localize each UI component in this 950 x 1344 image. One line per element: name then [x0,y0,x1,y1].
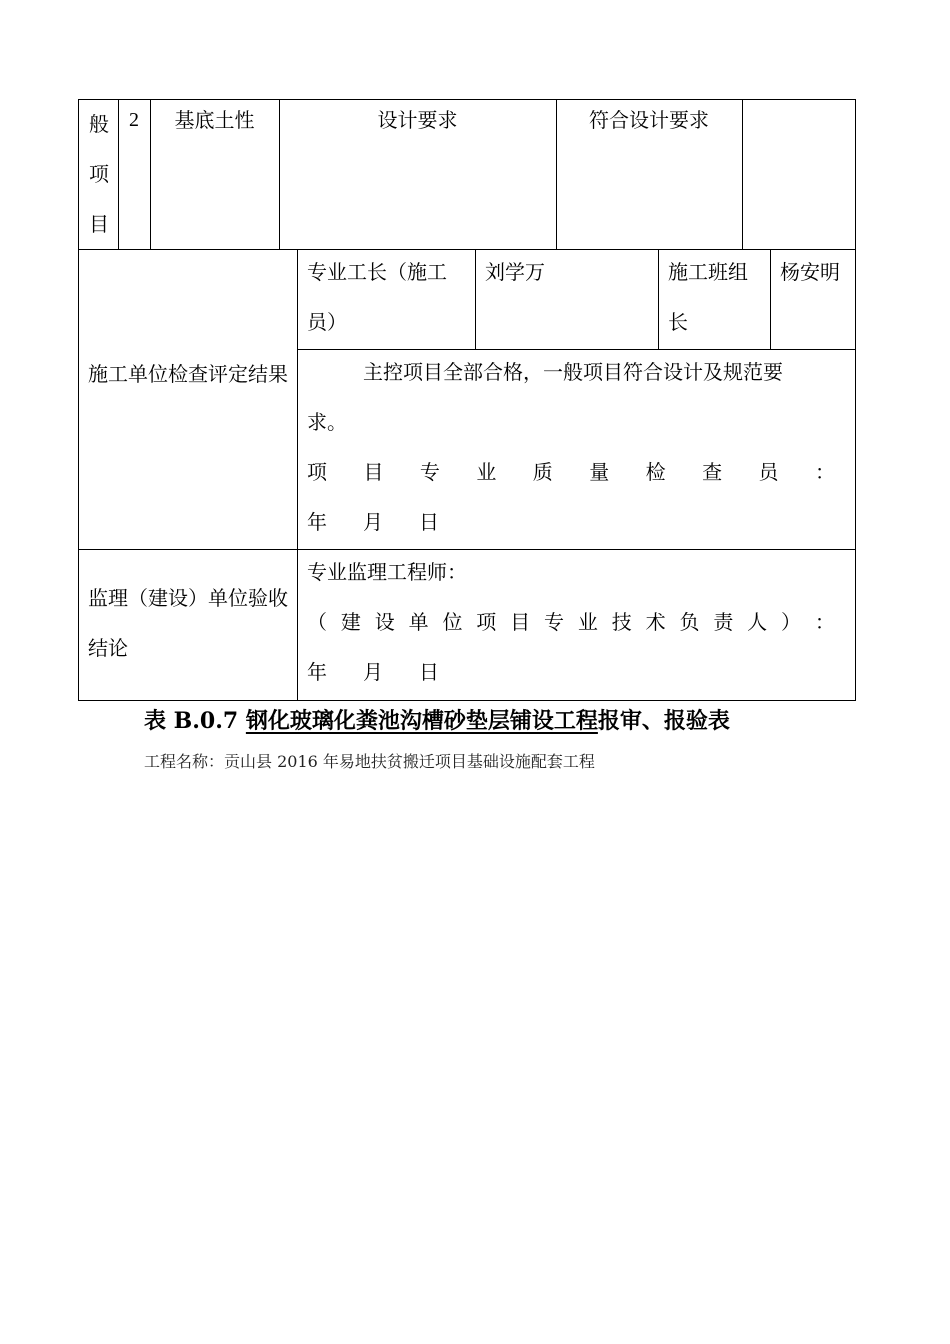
quality-inspector-line: 项 目 专 业 质 量 检 查 员 ： [307,460,835,484]
construction-conclusion [307,347,837,447]
col-divider [658,249,659,349]
construction-unit-label: 施工单位检查评定结果 [88,362,288,386]
col-divider [770,249,771,349]
item-name: 基底土性 [174,108,255,132]
check-result: 符合设计要求 [589,108,709,132]
project-name: 工程名称：贡山县 2016 年易地扶贫搬迁项目基础设施配套工程 [144,752,595,771]
col-divider [297,249,298,701]
foreman-name: 刘学万 [485,260,545,284]
form-title-project: 钢化玻璃化粪池沟槽砂垫层铺设工程 [245,708,598,734]
supervision-unit-label: 监理（建设）单位验收结论 [88,586,288,660]
category-char: 目 [89,212,109,236]
form-title [144,704,730,738]
category-cell [80,99,118,249]
team-leader-name: 杨安明 [780,260,840,284]
category-char: 项 [89,162,109,186]
owner-representative-line: （ 建 设 单 位 项 目 专 业 技 术 负 责 人 ） ： [307,610,835,634]
col-divider [475,249,476,349]
conclusion-line: 主控项目全部合格，一般项目符合设计及规范要 [363,360,783,384]
conclusion-line: 求。 [307,410,347,434]
construction-date-line: 年 月 日 [307,510,439,534]
form-title-prefix: 表 B.0.7 [144,708,239,734]
col-divider [742,99,743,249]
design-requirement: 设计要求 [377,108,458,132]
supervision-engineer-label: 专业监理工程师： [307,560,467,584]
team-leader-label: 施工班组长 [668,260,748,334]
item-index: 2 [129,109,139,131]
foreman-label: 专业工长（施工员） [307,260,447,334]
category-char: 般 [89,112,109,136]
form-title-suffix: 报审、报验表 [597,708,730,734]
supervision-date-line: 年 月 日 [307,660,439,684]
